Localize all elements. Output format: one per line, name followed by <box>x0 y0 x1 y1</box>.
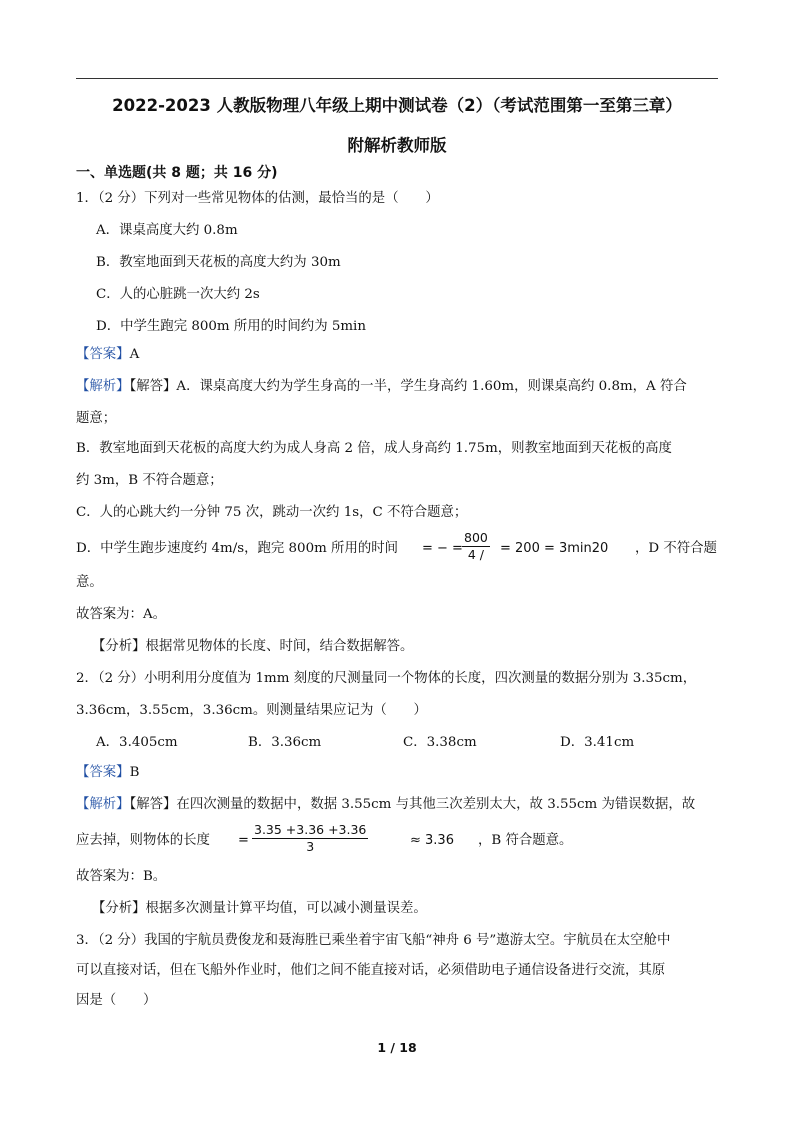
q3-stem-line3: 因是（ ） <box>76 993 157 1008</box>
q1-analysis-line5: C．人的心跳大约一分钟 75 次，跳动一次约 1s，C 不符合题意； <box>76 505 468 520</box>
q1-analysis-line1: 【解析】【解答】A．课桌高度大约为学生身高的一半，学生身高约 1.60m，则课桌高约 0.8m，A 符合 <box>76 379 687 394</box>
q2-math-tail: ≈ 3.36 <box>410 833 454 848</box>
q1-answer <box>76 346 139 364</box>
q2-analysis-suffix: ，B 符合题意。 <box>478 833 573 848</box>
q2-option-a: A．3.405cm <box>96 735 178 750</box>
q2-stem-line2: 3.36cm，3.55cm，3.36cm。则测量结果应记为（ ） <box>76 703 427 718</box>
q2-fenxi: 【分析】根据多次测量计算平均值，可以减小测量误差。 <box>92 901 427 916</box>
q2-answer <box>76 764 139 782</box>
q1-answer-value: A <box>129 347 140 362</box>
q1-analysis-d-cont: 意。 <box>76 575 103 590</box>
q2-option-c: C．3.38cm <box>403 735 477 750</box>
q1-option-c: C．人的心脏跳一次大约 2s <box>96 287 260 302</box>
q3-stem-line1: 3．（2 分）我国的宇航员费俊龙和聂海胜已乘坐着宇宙飞船“神舟 6 号”遨游太空。宇航员在太空舱中 <box>76 933 671 948</box>
q1-option-a: A．课桌高度大约 0.8m <box>96 223 238 238</box>
q2-math-eq: = <box>238 833 249 848</box>
q2-analysis-prefix: 应去掉，则物体的长度 <box>76 833 210 848</box>
q2-math-fraction <box>252 823 368 854</box>
q2-stem-line1: 2．（2 分）小明利用分度值为 1mm 刻度的尺测量同一个物体的长度，四次测量的数据分别为 3.35cm， <box>76 671 697 686</box>
q2-conclusion: 故答案为：B。 <box>76 869 167 884</box>
q3-stem-line2: 可以直接对话，但在飞船外作业时，他们之间不能直接对话，必须借助电子通信设备进行交流，其原 <box>76 963 666 978</box>
analysis-tag: 【解析】 <box>76 797 130 812</box>
q1-stem: 1．（2 分）下列对一些常见物体的估测，最恰当的是（ ） <box>76 191 439 206</box>
q1-analysis-line2: 题意； <box>76 411 117 426</box>
q1-analysis-line3: B．教室地面到天花板的高度大约为成人身高 2 倍，成人身高约 1.75m，则教室地面到天花板的高度 <box>76 441 672 456</box>
section-heading: 一、单选题(共 8 题；共 16 分) <box>76 165 278 181</box>
fraction-numerator: 3.35 +3.36 +3.36 <box>254 822 367 837</box>
q1-math-lead: = − = <box>422 541 463 556</box>
q1-fenxi: 【分析】根据常见物体的长度、时间，结合数据解答。 <box>92 639 414 654</box>
q1-math-tail: = 200 = 3min20 <box>500 541 609 556</box>
answer-tag: 【答案】 <box>76 347 130 362</box>
q1-analysis-line4: 约 3m，B 不符合题意； <box>76 473 223 488</box>
q1-option-b: B．教室地面到天花板的高度大约为 30m <box>96 255 341 270</box>
analysis-tag: 【解析】 <box>76 379 130 394</box>
fraction-denominator: 3 <box>306 839 315 854</box>
header-rule <box>76 78 718 79</box>
fraction-denominator: 4 / <box>467 547 484 562</box>
q2-option-d: D．3.41cm <box>560 735 635 750</box>
q1-conclusion: 故答案为：A。 <box>76 607 167 622</box>
q2-analysis-line1: 【解析】【解答】在四次测量的数据中，数据 3.55cm 与其他三次差别太大，故 3.55cm 为错误数据，故 <box>76 797 696 812</box>
answer-tag: 【答案】 <box>76 765 130 780</box>
doc-title-line1: 2022-2023 人教版物理八年级上期中测试卷（2）（考试范围第一至第三章） <box>112 96 682 115</box>
fraction-numerator: 800 <box>464 530 488 545</box>
q1-math-fraction <box>462 531 490 562</box>
q1-analysis-d-prefix: D．中学生跑步速度约 4m/s，跑完 800m 所用的时间 <box>76 541 399 556</box>
doc-title-line2: 附解析教师版 <box>347 136 447 155</box>
q2-answer-value: B <box>129 765 140 780</box>
q2-option-b: B．3.36cm <box>248 735 322 750</box>
q1-option-d: D．中学生跑完 800m 所用的时间约为 5min <box>96 319 366 334</box>
page-number: 1 / 18 <box>377 1040 417 1055</box>
q1-analysis-d-suffix: ，D 不符合题 <box>635 541 717 556</box>
